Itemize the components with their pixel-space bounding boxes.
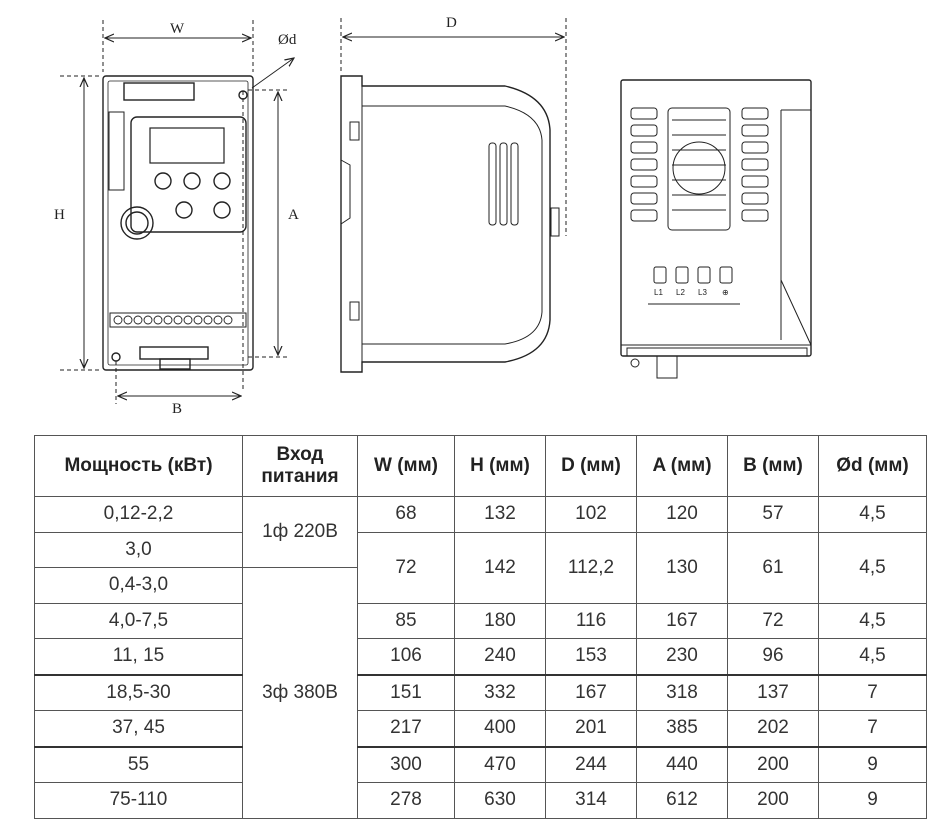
d-cell: 167 bbox=[546, 675, 637, 711]
b-cell: 202 bbox=[728, 711, 819, 747]
h-cell: 400 bbox=[455, 711, 546, 747]
w-cell: 106 bbox=[358, 639, 455, 675]
dimensions-table bbox=[34, 435, 927, 819]
od-cell: 4,5 bbox=[819, 497, 927, 533]
power-cell: 37, 45 bbox=[35, 711, 243, 747]
header-od: Ød (мм) bbox=[819, 436, 927, 497]
d-cell: 244 bbox=[546, 747, 637, 783]
b-cell: 137 bbox=[728, 675, 819, 711]
b-cell: 57 bbox=[728, 497, 819, 533]
power-cell: 4,0-7,5 bbox=[35, 603, 243, 639]
header-a: A (мм) bbox=[637, 436, 728, 497]
w-cell: 72 bbox=[358, 532, 455, 603]
terminal-label-l3: L3 bbox=[698, 288, 707, 297]
power-cell: 3,0 bbox=[35, 532, 243, 568]
d-cell: 112,2 bbox=[546, 532, 637, 603]
od-cell: 7 bbox=[819, 711, 927, 747]
a-cell: 385 bbox=[637, 711, 728, 747]
b-cell: 96 bbox=[728, 639, 819, 675]
dim-w-label: W bbox=[170, 21, 185, 37]
a-cell: 120 bbox=[637, 497, 728, 533]
d-cell: 102 bbox=[546, 497, 637, 533]
table-row bbox=[35, 639, 927, 675]
table-row bbox=[35, 532, 927, 568]
power-cell: 75-110 bbox=[35, 783, 243, 819]
table-header-row bbox=[35, 436, 927, 497]
power-cell: 18,5-30 bbox=[35, 675, 243, 711]
a-cell: 230 bbox=[637, 639, 728, 675]
od-cell: 4,5 bbox=[819, 603, 927, 639]
dim-b-label: B bbox=[172, 401, 183, 417]
b-cell: 72 bbox=[728, 603, 819, 639]
w-cell: 151 bbox=[358, 675, 455, 711]
a-cell: 612 bbox=[637, 783, 728, 819]
power-cell: 0,4-3,0 bbox=[35, 568, 243, 604]
od-cell: 9 bbox=[819, 783, 927, 819]
od-cell: 4,5 bbox=[819, 639, 927, 675]
header-input bbox=[243, 436, 358, 497]
input-cell-1ph: 1ф 220В bbox=[243, 497, 358, 568]
front-view bbox=[103, 76, 253, 370]
b-cell: 61 bbox=[728, 532, 819, 603]
h-cell: 132 bbox=[455, 497, 546, 533]
h-cell: 630 bbox=[455, 783, 546, 819]
dim-a-label: A bbox=[288, 207, 299, 223]
header-d: D (мм) bbox=[546, 436, 637, 497]
dim-d-label: D bbox=[446, 15, 457, 31]
power-cell: 11, 15 bbox=[35, 639, 243, 675]
side-view bbox=[341, 76, 559, 372]
b-cell: 200 bbox=[728, 783, 819, 819]
a-cell: 318 bbox=[637, 675, 728, 711]
power-cell: 0,12-2,2 bbox=[35, 497, 243, 533]
side-view-dimensions bbox=[341, 18, 566, 236]
input-cell-3ph: 3ф 380В bbox=[243, 568, 358, 819]
terminal-label-l2: L2 bbox=[676, 288, 685, 297]
a-cell: 167 bbox=[637, 603, 728, 639]
bottom-view bbox=[621, 80, 811, 378]
table-row bbox=[35, 747, 927, 783]
table-row bbox=[35, 675, 927, 711]
w-cell: 278 bbox=[358, 783, 455, 819]
b-cell: 200 bbox=[728, 747, 819, 783]
w-cell: 217 bbox=[358, 711, 455, 747]
w-cell: 300 bbox=[358, 747, 455, 783]
header-input-line2: питания bbox=[261, 466, 339, 487]
terminal-label-ground: ⊕ bbox=[722, 288, 729, 297]
h-cell: 142 bbox=[455, 532, 546, 603]
terminal-label-l1: L1 bbox=[654, 288, 663, 297]
d-cell: 201 bbox=[546, 711, 637, 747]
h-cell: 470 bbox=[455, 747, 546, 783]
table-row bbox=[35, 497, 927, 533]
table-row bbox=[35, 783, 927, 819]
d-cell: 116 bbox=[546, 603, 637, 639]
table-row bbox=[35, 603, 927, 639]
w-cell: 85 bbox=[358, 603, 455, 639]
d-cell: 314 bbox=[546, 783, 637, 819]
h-cell: 332 bbox=[455, 675, 546, 711]
header-power: Мощность (кВт) bbox=[35, 436, 243, 497]
w-cell: 68 bbox=[358, 497, 455, 533]
dim-od-label: Ød bbox=[278, 32, 297, 48]
table-row bbox=[35, 711, 927, 747]
od-cell: 7 bbox=[819, 675, 927, 711]
od-cell: 9 bbox=[819, 747, 927, 783]
header-b: B (мм) bbox=[728, 436, 819, 497]
h-cell: 240 bbox=[455, 639, 546, 675]
header-input-line1: Вход bbox=[276, 444, 324, 466]
power-cell: 55 bbox=[35, 747, 243, 783]
od-cell: 4,5 bbox=[819, 532, 927, 603]
h-cell: 180 bbox=[455, 603, 546, 639]
header-h: H (мм) bbox=[455, 436, 546, 497]
d-cell: 153 bbox=[546, 639, 637, 675]
a-cell: 440 bbox=[637, 747, 728, 783]
dim-h-label: H bbox=[54, 207, 65, 223]
a-cell: 130 bbox=[637, 532, 728, 603]
header-w: W (мм) bbox=[358, 436, 455, 497]
